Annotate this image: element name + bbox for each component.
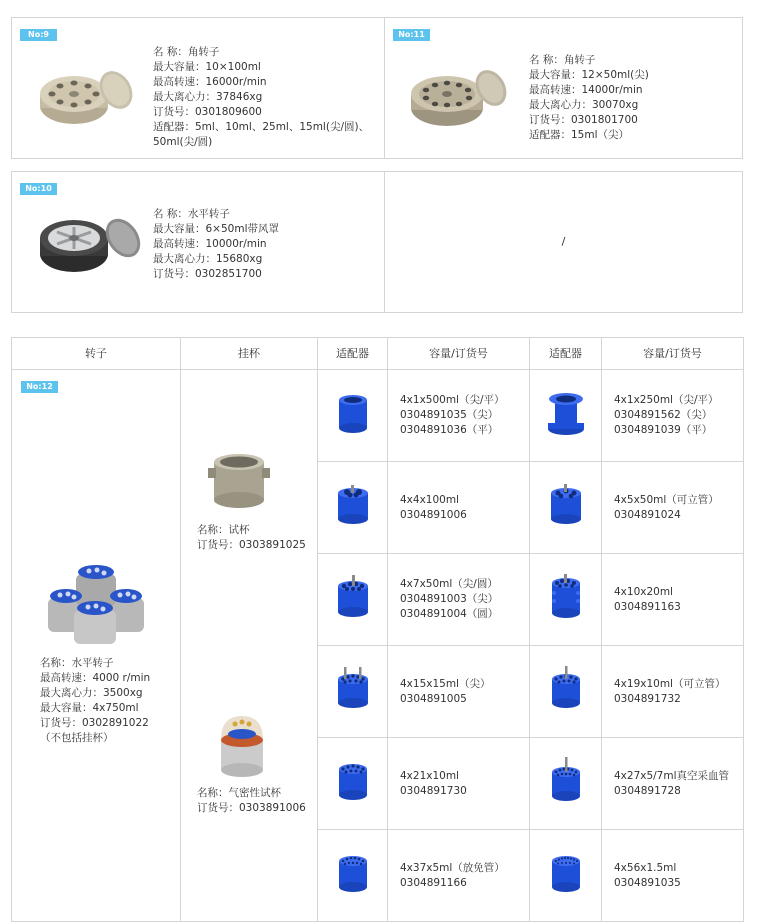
adapter-image-cell — [530, 462, 602, 554]
adapter-image-cell — [318, 370, 388, 462]
adapter-image-cell — [530, 554, 602, 646]
bucket-specs: 名称：试杯 订货号：0303891025 — [197, 524, 306, 551]
product-card-no9 — [12, 18, 385, 158]
angle-rotor-image — [38, 66, 132, 126]
product-badge: No:9 — [20, 29, 57, 41]
capacity-cell: 4x7x50ml（尖/圆） 0304891003（尖） 0304891004（圆） — [388, 554, 530, 646]
adapter-image-cell — [318, 830, 388, 922]
capacity-cell: 4x5x50ml（可立管） 0304891024 — [602, 462, 744, 554]
capacity-cell: 4x37x5ml（放免管） 0304891166 — [388, 830, 530, 922]
adapter-image-cell — [530, 646, 602, 738]
adapter-table — [11, 337, 744, 922]
rotor-cell — [12, 370, 181, 922]
bucket-cell — [181, 370, 318, 922]
header-capacity: 容量/订货号 — [388, 338, 530, 370]
header-adapter: 适配器 — [530, 338, 602, 370]
adapter-1-hole-flange-icon — [546, 389, 586, 437]
capacity-cell: 4x56x1.5ml 0304891035 — [602, 830, 744, 922]
capacity-cell: 4x1x500ml（尖/平） 0304891035（尖） 0304891036（平） — [388, 370, 530, 462]
header-capacity: 容量/订货号 — [602, 338, 744, 370]
product-specs: 名 称：角转子 最大容量：12×50ml(尖) 最高转速：14000r/min 最大离心力：30070xg 订货号：0301801700 适配器：15ml（尖） — [529, 54, 649, 141]
swing-rotor-with-buckets-image — [34, 550, 158, 650]
capacity-cell: 4x10x20ml 0304891163 — [602, 554, 744, 646]
product-card-no10 — [12, 172, 385, 312]
adapter-image-cell — [318, 554, 388, 646]
adapter-image-cell — [530, 370, 602, 462]
adapter-21-hole-icon — [335, 759, 371, 803]
header-bucket: 挂杯 — [181, 338, 318, 370]
adapter-56-hole-icon — [548, 851, 584, 895]
capacity-cell: 4x21x10ml 0304891730 — [388, 738, 530, 830]
capacity-cell: 4x27x5/7ml真空采血管 0304891728 — [602, 738, 744, 830]
header-rotor: 转子 — [12, 338, 181, 370]
adapter-5-hole-icon — [548, 483, 584, 527]
bucket-image — [208, 448, 270, 510]
bucket-specs: 名称：气密性试杯 订货号：0303891006 — [197, 787, 306, 814]
product-badge: No:12 — [21, 381, 58, 393]
product-specs: 名 称：角转子 最大容量：10×100ml 最高转速：16000r/min 最大离心力：37846xg 订货号：0301809600 适配器：5ml、10ml、25ml、15ml(尖/圆)、 50ml(尖/圆) — [153, 46, 370, 148]
adapter-19-hole-icon — [548, 665, 584, 713]
product-row-2 — [11, 171, 743, 313]
adapter-4-hole-icon — [335, 483, 371, 527]
adapter-37-hole-icon — [335, 851, 371, 895]
adapter-image-cell — [318, 462, 388, 554]
capacity-cell: 4x19x10ml（可立管） 0304891732 — [602, 646, 744, 738]
swing-rotor-image — [38, 208, 142, 276]
table-row — [12, 370, 744, 462]
adapter-27-hole-icon — [548, 756, 584, 806]
adapter-7-hole-icon — [335, 574, 371, 620]
product-badge: No:11 — [393, 29, 430, 41]
table-header-row — [12, 338, 744, 370]
product-specs: 名 称：水平转子 最大容量：6×50ml带风罩 最高转速：10000r/min 最大离心力：15680xg 订货号：0302851700 — [153, 208, 279, 280]
rotor-specs: 名称：水平转子 最高转速：4000 r/min 最大离心力：3500xg 最大容量：4x750ml 订货号：0302891022 （不包括挂杯） — [40, 657, 151, 744]
adapter-image-cell — [318, 646, 388, 738]
adapter-15-hole-icon — [334, 665, 372, 713]
empty-mark: / — [561, 235, 566, 248]
adapter-10-hole-icon — [548, 573, 584, 621]
capacity-cell: 4x1x250ml（尖/平） 0304891562（尖） 0304891039（平） — [602, 370, 744, 462]
angle-rotor-image — [409, 66, 509, 128]
adapter-image-cell — [530, 738, 602, 830]
adapter-image-cell — [530, 830, 602, 922]
capacity-cell: 4x15x15ml（尖） 0304891005 — [388, 646, 530, 738]
product-badge: No:10 — [20, 183, 57, 195]
adapter-image-cell — [318, 738, 388, 830]
sealed-bucket-image — [215, 710, 269, 780]
product-row-1 — [11, 17, 743, 159]
empty-product-card — [385, 172, 742, 312]
capacity-cell: 4x4x100ml 0304891006 — [388, 462, 530, 554]
adapter-1-hole-icon — [336, 392, 370, 434]
header-adapter: 适配器 — [318, 338, 388, 370]
product-card-no11 — [385, 18, 742, 158]
